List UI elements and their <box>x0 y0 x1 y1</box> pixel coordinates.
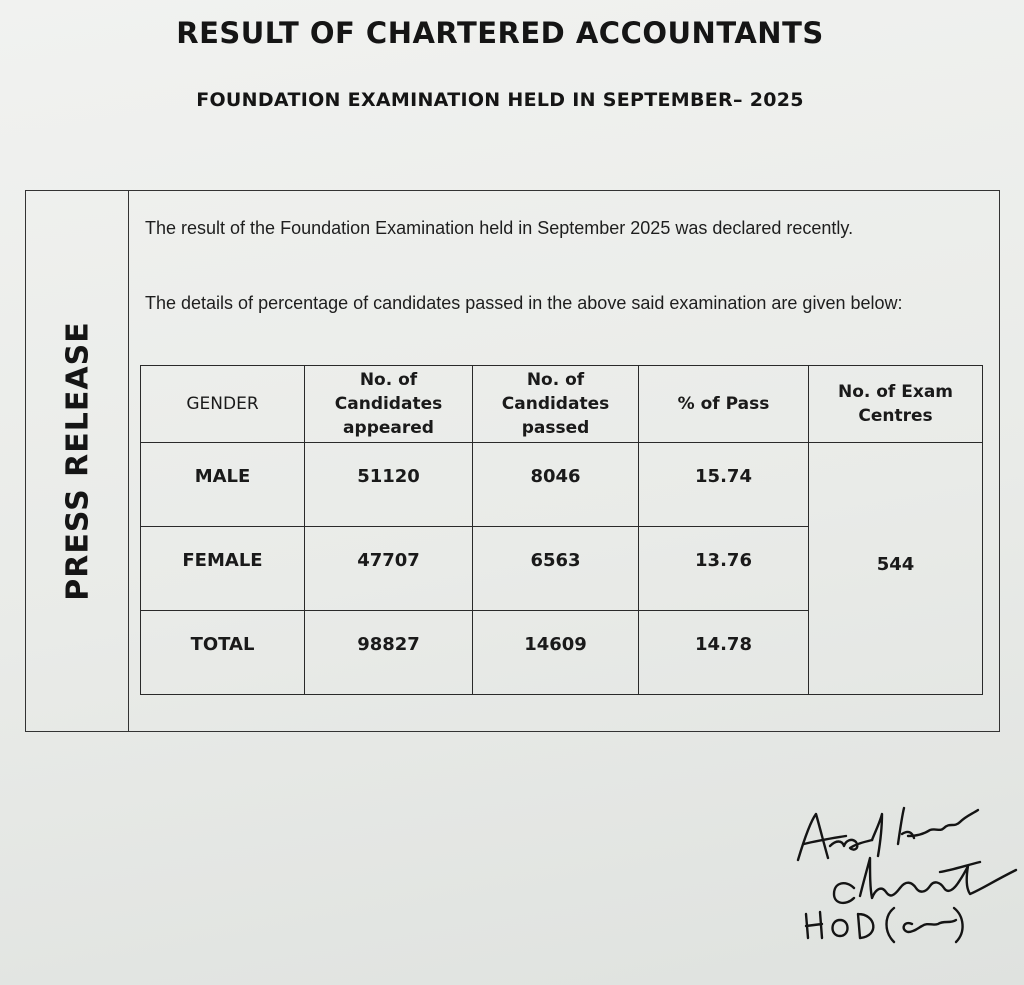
passed-cell: 6563 <box>473 527 639 611</box>
header-pass-percentage: % of Pass <box>639 366 809 443</box>
appeared-cell: 51120 <box>305 443 473 527</box>
document-subtitle: FOUNDATION EXAMINATION HELD IN SEPTEMBER– 2025 <box>196 89 804 111</box>
header-candidates-appeared: No. of Candidates appeared <box>305 366 473 443</box>
press-release-box <box>25 190 1000 732</box>
press-release-label: PRESS RELEASE <box>60 321 96 601</box>
header-candidates-passed: No. of Candidates passed <box>473 366 639 443</box>
passed-cell: 8046 <box>473 443 639 527</box>
header-exam-centres: No. of Exam Centres <box>809 366 983 443</box>
result-declared-paragraph: The result of the Foundation Examination held in September 2025 was declared recently. <box>145 218 854 238</box>
table-row <box>141 443 983 527</box>
exam-centres-cell: 544 <box>809 443 983 695</box>
passed-cell: 14609 <box>473 611 639 695</box>
table-header-row <box>141 366 983 443</box>
pass-percentage-cell: 13.76 <box>639 527 809 611</box>
appeared-cell: 47707 <box>305 527 473 611</box>
gender-cell: MALE <box>141 443 305 527</box>
pass-percentage-cell: 15.74 <box>639 443 809 527</box>
pass-percentage-cell: 14.78 <box>639 611 809 695</box>
handwritten-signature <box>790 800 1020 950</box>
details-paragraph: The details of percentage of candidates passed in the above said examination are given below: <box>145 293 903 313</box>
document-title: RESULT OF CHARTERED ACCOUNTANTS <box>176 16 824 50</box>
header-gender: GENDER <box>141 366 305 443</box>
gender-cell: FEMALE <box>141 527 305 611</box>
appeared-cell: 98827 <box>305 611 473 695</box>
side-label-column <box>26 191 129 731</box>
gender-cell: TOTAL <box>141 611 305 695</box>
results-table <box>140 365 983 695</box>
